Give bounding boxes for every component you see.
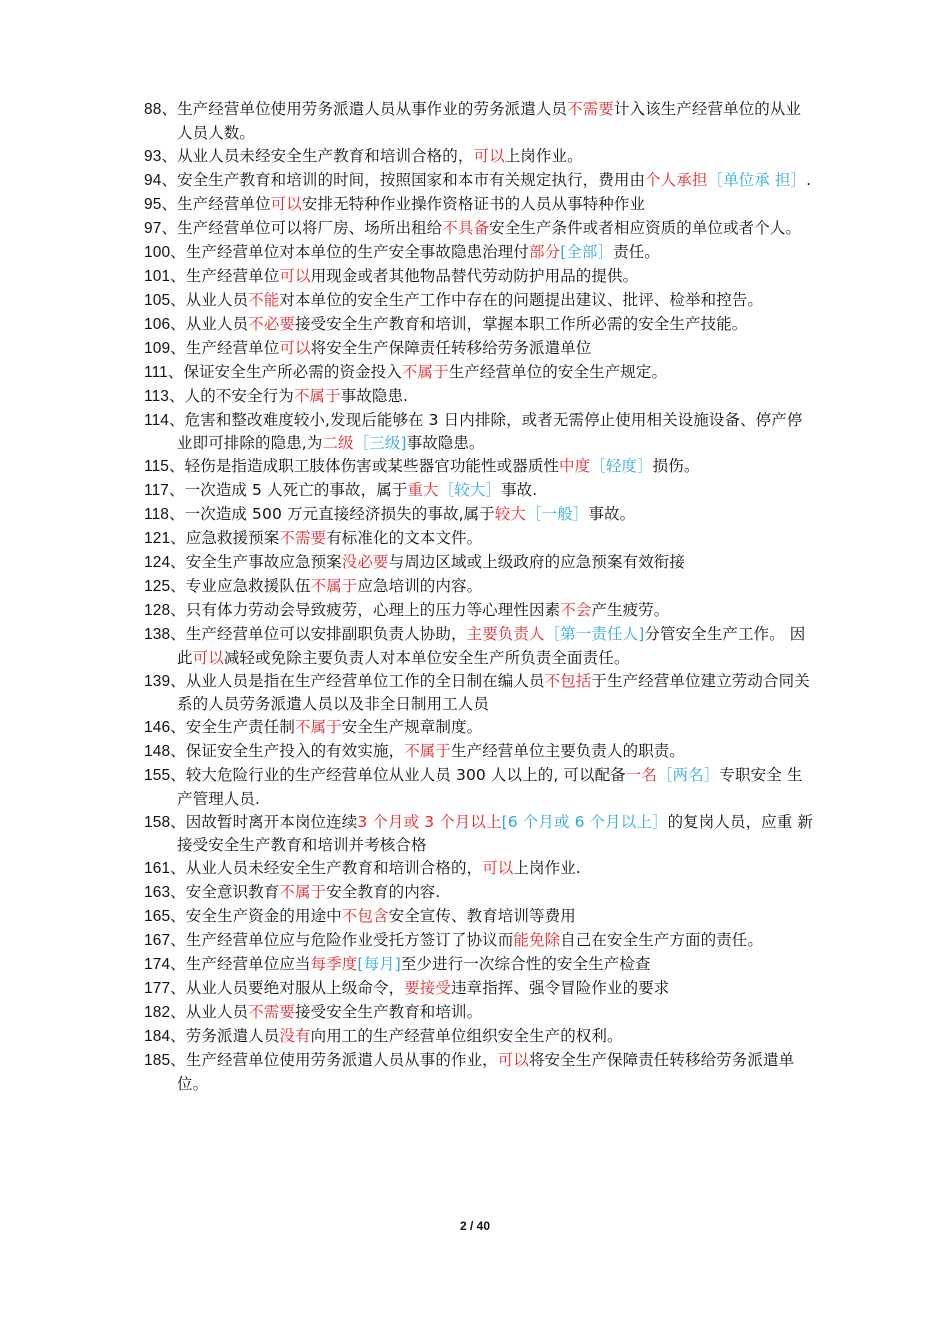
answer-highlight: 每季度 bbox=[310, 955, 358, 973]
answer-highlight: 可以 bbox=[482, 859, 514, 877]
list-item bbox=[144, 169, 814, 193]
list-item bbox=[144, 716, 814, 740]
item-text: 计入该生产经营单位的从业人员人数。 bbox=[177, 100, 802, 142]
item-separator: 、 bbox=[170, 979, 186, 997]
item-text: 生产经营单位可以安排副职负责人协助， bbox=[185, 625, 467, 643]
item-text: 接受安全生产教育和培训，掌握本职工作所必需的安全生产技能。 bbox=[295, 314, 748, 333]
item-separator: 、 bbox=[161, 218, 178, 237]
list-item bbox=[144, 145, 814, 169]
list-item bbox=[144, 503, 814, 527]
item-text: 生产经营单位的安全生产规定。 bbox=[448, 362, 668, 381]
list-item bbox=[144, 193, 814, 217]
item-text: 生产经营单位对本单位的生产安全事故隐患治理付 bbox=[185, 242, 529, 261]
list-item bbox=[144, 337, 814, 361]
item-text: 应急培训的内容。 bbox=[357, 577, 483, 595]
list-item bbox=[144, 361, 814, 385]
item-text: 生产经营单位应与危险作业受托方签订了协议而 bbox=[185, 931, 514, 949]
item-separator: 、 bbox=[170, 718, 186, 736]
item-number: 117 bbox=[144, 482, 170, 499]
item-separator: 、 bbox=[170, 812, 186, 831]
answer-highlight: 可以 bbox=[279, 338, 311, 357]
item-number: 174 bbox=[144, 956, 171, 973]
item-text: 较大危险行业的生产经营单位从业人员 300 人以上的, 可以配备 bbox=[185, 766, 626, 784]
item-separator: 、 bbox=[170, 766, 186, 784]
item-text: 保证安全生产投入的有效实施， bbox=[185, 742, 405, 760]
answer-highlight: 不具备 bbox=[442, 218, 490, 237]
item-separator: 、 bbox=[170, 625, 186, 643]
item-separator: 、 bbox=[170, 601, 186, 619]
item-text: 生产经营单位应当 bbox=[185, 955, 311, 973]
list-item bbox=[144, 289, 814, 313]
item-number: 128 bbox=[144, 602, 171, 619]
item-number: 101 bbox=[144, 267, 171, 285]
item-text: 生产经营单位使用劳务派遣人员从事作业的劳务派遣人员 bbox=[177, 100, 568, 118]
item-text: 事故隐患. bbox=[340, 386, 409, 405]
item-number: 93 bbox=[144, 147, 162, 165]
item-text: 从业人员要绝对服从上级命令， bbox=[185, 979, 405, 997]
item-number: 88 bbox=[144, 101, 162, 118]
list-item bbox=[144, 455, 814, 479]
answer-highlight: 部分 bbox=[528, 242, 561, 261]
answer-highlight: 要接受 bbox=[404, 979, 451, 997]
list-item bbox=[144, 241, 814, 265]
item-number: 161 bbox=[144, 860, 171, 877]
list-item bbox=[144, 1025, 814, 1049]
item-number: 95 bbox=[144, 195, 162, 213]
item-number: 167 bbox=[144, 932, 171, 949]
answer-highlight: 不会 bbox=[560, 601, 592, 619]
page-number: 2 / 40 bbox=[459, 1219, 491, 1233]
answer-highlight: 不必要 bbox=[248, 314, 295, 333]
list-item bbox=[144, 740, 814, 764]
item-separator: 、 bbox=[170, 1003, 186, 1021]
answer-highlight: 3 个月或 3 个月以上 bbox=[357, 812, 502, 831]
item-text: 至少进行一次综合性的安全生产检查 bbox=[400, 955, 651, 973]
item-text: 上岗作业. bbox=[513, 859, 581, 877]
item-text: 劳务派遣人员 bbox=[185, 1027, 280, 1045]
item-separator: 、 bbox=[170, 859, 186, 877]
item-number: 163 bbox=[144, 884, 171, 901]
item-text: 安排无特种作业操作资格证书的人员从事特种作业 bbox=[301, 194, 646, 213]
answer-highlight: 不能 bbox=[248, 290, 280, 309]
item-separator: 、 bbox=[161, 194, 178, 213]
answer-highlight: 能免除 bbox=[513, 931, 561, 949]
item-text: 对本单位的安全生产工作中存在的问题提出建议、批评、检举和控告。 bbox=[279, 290, 763, 309]
item-text: 人的不安全行为 bbox=[184, 386, 294, 405]
item-separator: 、 bbox=[170, 671, 186, 690]
item-text: 向用工的生产经营单位组织安全生产的权利。 bbox=[310, 1027, 623, 1045]
item-separator: 、 bbox=[170, 907, 186, 925]
item-separator: 、 bbox=[170, 883, 186, 901]
alternate-answer: ［两名］ bbox=[656, 766, 720, 784]
answer-highlight: 个人承担 bbox=[645, 170, 708, 189]
item-separator: 、 bbox=[170, 1027, 186, 1045]
list-item bbox=[144, 527, 814, 551]
item-text: 从业人员 bbox=[185, 314, 249, 333]
item-text: 因故暂时离开本岗位连续 bbox=[185, 812, 358, 831]
item-text: 事故. bbox=[501, 481, 538, 499]
item-separator: 、 bbox=[170, 1051, 186, 1069]
item-text: 安全生产规章制度。 bbox=[341, 718, 483, 736]
alternate-answer: ［较大］ bbox=[438, 481, 502, 499]
item-number: 121 bbox=[144, 530, 171, 547]
answer-highlight: 可以 bbox=[279, 266, 311, 285]
item-separator: 、 bbox=[170, 290, 186, 309]
item-text: 危害和整改难度较小,发现后能够在 3 日内排除，或者无需停止使用相关设施设备、停产停业即可排除的隐患,为 bbox=[177, 410, 803, 452]
answer-highlight: 主要负责人 bbox=[466, 625, 545, 643]
answer-highlight: 可以 bbox=[473, 146, 505, 165]
item-text: 保证安全生产所必需的资金投入 bbox=[183, 362, 402, 381]
item-text: 安全生产责任制 bbox=[185, 718, 295, 736]
item-text: 损伤。 bbox=[652, 457, 700, 475]
item-text: 生产经营单位可以将厂房、场所出租给 bbox=[177, 218, 443, 237]
alternate-answer: [6 个月或 6 个月以上］ bbox=[501, 812, 668, 831]
item-text: 责任。 bbox=[613, 242, 660, 261]
item-separator: 、 bbox=[161, 170, 178, 189]
list-item bbox=[144, 670, 814, 716]
list-item bbox=[144, 98, 814, 144]
list-item bbox=[144, 551, 814, 575]
item-separator: 、 bbox=[170, 955, 186, 973]
answer-highlight: 不属于 bbox=[279, 883, 327, 901]
item-number: 125 bbox=[144, 578, 171, 595]
list-item bbox=[144, 905, 814, 929]
item-text: 将安全生产保障责任转移给劳务派遣单位。 bbox=[177, 1051, 795, 1093]
item-number: 148 bbox=[144, 743, 171, 760]
answer-highlight: 不属于 bbox=[310, 577, 358, 595]
item-number: 114 bbox=[144, 411, 170, 429]
item-text: 分管安全生产工作。 因此 bbox=[177, 625, 806, 667]
list-item bbox=[144, 479, 814, 503]
list-item bbox=[144, 313, 814, 337]
item-number: 184 bbox=[144, 1028, 171, 1045]
item-separator: 、 bbox=[170, 931, 186, 949]
alternate-answer: ［一般］ bbox=[526, 505, 589, 523]
answer-highlight: 中度 bbox=[559, 457, 591, 475]
item-separator: 、 bbox=[169, 386, 185, 405]
answer-highlight: 不需要 bbox=[248, 1003, 295, 1021]
item-number: 94 bbox=[144, 171, 162, 189]
item-text: 安全教育的内容. bbox=[326, 883, 441, 901]
item-separator: 、 bbox=[161, 100, 178, 118]
list-item bbox=[144, 623, 814, 669]
item-number: 158 bbox=[144, 813, 171, 831]
answer-highlight: 不属于 bbox=[294, 718, 342, 736]
item-separator: 、 bbox=[169, 505, 185, 523]
answer-highlight: 可以 bbox=[192, 648, 224, 667]
item-separator: 、 bbox=[167, 362, 184, 381]
item-number: 105 bbox=[144, 291, 171, 309]
answer-highlight: 较大 bbox=[494, 505, 526, 523]
item-text: 于生产经营单位建立劳动合同关系的人员劳务派遣人员以及非全日制用工人员 bbox=[177, 671, 810, 713]
item-text: 一次造成 500 万元直接经济损失的事故,属于 bbox=[184, 505, 495, 523]
item-text: 事故隐患。 bbox=[406, 434, 485, 452]
item-text: 与周边区域或上级政府的应急预案有效衔接 bbox=[388, 553, 686, 571]
alternate-answer: ［三级] bbox=[353, 434, 407, 452]
item-text: 安全意识教育 bbox=[185, 883, 280, 901]
item-text: 一次造成 5 人死亡的事故，属于 bbox=[184, 481, 408, 499]
answer-highlight: 可以 bbox=[497, 1051, 529, 1069]
list-item bbox=[144, 575, 814, 599]
item-text: 生产经营单位主要负责人的职责。 bbox=[451, 742, 686, 760]
item-number: 124 bbox=[144, 554, 171, 571]
item-separator: 、 bbox=[169, 457, 185, 475]
item-text: 应急救援预案 bbox=[185, 529, 280, 547]
item-number: 182 bbox=[144, 1004, 171, 1021]
item-separator: 、 bbox=[170, 242, 186, 261]
answer-highlight: 不包括 bbox=[544, 671, 592, 690]
item-text: 安全宣传、教育培训等费用 bbox=[388, 907, 576, 925]
item-text: 事故。 bbox=[588, 505, 636, 523]
item-text: 自己在安全生产方面的责任。 bbox=[560, 931, 764, 949]
item-separator: 、 bbox=[169, 410, 185, 429]
list-item bbox=[144, 599, 814, 623]
item-text: 的复岗人员，应重 新接受安全生产教育和培训并考核合格 bbox=[177, 812, 813, 854]
item-number: 100 bbox=[144, 243, 171, 261]
list-item bbox=[144, 811, 814, 857]
question-list bbox=[144, 98, 814, 1096]
answer-highlight: 重大 bbox=[407, 481, 439, 499]
item-text: 只有体力劳动会导致疲劳，心理上的压力等心理性因素 bbox=[185, 601, 561, 619]
item-text: 从业人员未经安全生产教育和培训合格的， bbox=[177, 146, 474, 165]
list-item bbox=[144, 929, 814, 953]
item-text: 接受安全生产教育和培训。 bbox=[295, 1003, 483, 1021]
item-separator: 、 bbox=[170, 742, 186, 760]
item-separator: 、 bbox=[169, 481, 185, 499]
list-item bbox=[144, 953, 814, 977]
item-separator: 、 bbox=[170, 314, 186, 333]
answer-highlight: 不属于 bbox=[404, 742, 451, 760]
item-number: 146 bbox=[144, 719, 171, 736]
list-item bbox=[144, 1001, 814, 1025]
list-item bbox=[144, 881, 814, 905]
item-text: 安全生产教育和培训的时间，按照国家和本市有关规定执行，费用由 bbox=[177, 170, 646, 189]
answer-highlight: 不属于 bbox=[401, 362, 449, 381]
answer-highlight: 不需要 bbox=[279, 529, 327, 547]
alternate-answer: [全部］ bbox=[560, 242, 614, 261]
item-number: 118 bbox=[144, 506, 170, 523]
item-text: 生产经营单位使用劳务派遣人员从事的作业， bbox=[185, 1051, 498, 1069]
item-text: 专职安全 生产管理人员. bbox=[177, 766, 803, 808]
list-item bbox=[144, 409, 814, 455]
list-item bbox=[144, 385, 814, 409]
alternate-answer: [每月] bbox=[357, 955, 401, 973]
item-number: 139 bbox=[144, 672, 171, 690]
item-number: 111 bbox=[144, 363, 168, 381]
answer-highlight: 没必要 bbox=[341, 553, 389, 571]
item-text: 从业人员 bbox=[185, 290, 249, 309]
alternate-answer: ［单位承 担］ bbox=[707, 170, 807, 189]
item-text: 从业人员未经安全生产教育和培训合格的， bbox=[185, 859, 483, 877]
list-item bbox=[144, 764, 814, 810]
item-number: 109 bbox=[144, 339, 171, 357]
item-number: 97 bbox=[144, 219, 162, 237]
answer-highlight: 不属于 bbox=[293, 386, 341, 405]
item-text: 违章指挥、强令冒险作业的要求 bbox=[451, 979, 670, 997]
answer-highlight: 不包含 bbox=[341, 907, 389, 925]
item-text: 产生疲劳。 bbox=[591, 601, 670, 619]
item-number: 113 bbox=[144, 387, 170, 405]
item-number: 165 bbox=[144, 908, 171, 925]
item-text: 生产经营单位 bbox=[185, 338, 280, 357]
alternate-answer: ［第一责任人] bbox=[544, 625, 645, 643]
answer-highlight: 二级 bbox=[322, 434, 354, 452]
answer-highlight: 不需要 bbox=[567, 100, 614, 118]
item-number: 177 bbox=[144, 980, 171, 997]
item-text: 将安全生产保障责任转移给劳务派遣单位 bbox=[310, 338, 592, 357]
item-text: 从业人员是指在生产经营单位工作的全日制在编人员 bbox=[185, 671, 545, 690]
list-item bbox=[144, 1049, 814, 1095]
item-separator: 、 bbox=[170, 553, 186, 571]
item-text: 生产经营单位 bbox=[185, 266, 280, 285]
item-text: 安全生产事故应急预案 bbox=[185, 553, 342, 571]
list-item bbox=[144, 265, 814, 289]
item-text: 上岗作业。 bbox=[504, 146, 583, 165]
answer-highlight: 一名 bbox=[625, 766, 657, 784]
list-item bbox=[144, 217, 814, 241]
item-number: 185 bbox=[144, 1052, 171, 1069]
item-text: 轻伤是指造成职工肢体伤害或某些器官功能性或器质性 bbox=[184, 457, 560, 475]
item-text: 安全生产条件或者相应资质的单位或者个人。 bbox=[489, 218, 802, 237]
item-text: 安全生产资金的用途中 bbox=[185, 907, 342, 925]
alternate-answer: ［轻度］ bbox=[590, 457, 653, 475]
item-text: 从业人员 bbox=[185, 1003, 249, 1021]
item-text: 专业应急救援队伍 bbox=[185, 577, 311, 595]
answer-highlight: 没有 bbox=[279, 1027, 311, 1045]
item-number: 115 bbox=[144, 458, 170, 475]
item-separator: 、 bbox=[170, 577, 186, 595]
item-separator: 、 bbox=[170, 338, 186, 357]
list-item bbox=[144, 977, 814, 1001]
item-text: . bbox=[806, 170, 812, 189]
answer-highlight: 可以 bbox=[270, 194, 302, 213]
item-text: 用现金或者其他物品替代劳动防护用品的提供。 bbox=[310, 266, 639, 285]
item-separator: 、 bbox=[170, 529, 186, 547]
list-item bbox=[144, 857, 814, 881]
item-text: 生产经营单位 bbox=[177, 194, 271, 213]
item-text: 减轻或免除主要负责人对本单位安全生产所负责全面责任。 bbox=[223, 648, 630, 667]
item-number: 138 bbox=[144, 626, 171, 643]
item-separator: 、 bbox=[170, 266, 186, 285]
item-number: 106 bbox=[144, 315, 171, 333]
item-number: 155 bbox=[144, 767, 171, 784]
item-separator: 、 bbox=[161, 146, 178, 165]
item-text: 有标准化的文本文件。 bbox=[326, 529, 483, 547]
